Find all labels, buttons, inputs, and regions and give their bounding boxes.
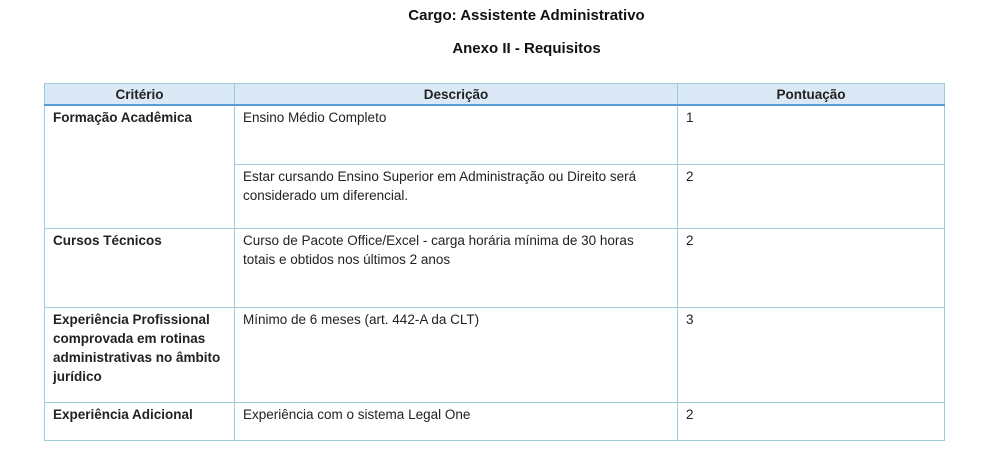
document-subtitle: Anexo II - Requisitos bbox=[452, 40, 601, 57]
criterio-cell: Formação Acadêmica bbox=[45, 105, 235, 228]
table-row bbox=[45, 105, 945, 164]
descricao-cell: Curso de Pacote Office/Excel - carga horária mínima de 30 horas totais e obtidos nos últimos 2 anos bbox=[235, 228, 678, 307]
table-row bbox=[45, 307, 945, 402]
pontuacao-cell: 2 bbox=[678, 228, 945, 307]
pontuacao-cell: 2 bbox=[678, 164, 945, 228]
requirements-table bbox=[44, 83, 945, 441]
descricao-cell: Experiência com o sistema Legal One bbox=[235, 402, 678, 440]
descricao-cell: Mínimo de 6 meses (art. 442-A da CLT) bbox=[235, 307, 678, 402]
table-row bbox=[45, 402, 945, 440]
descricao-cell: Ensino Médio Completo bbox=[235, 105, 678, 164]
table-header-row bbox=[45, 84, 945, 106]
pontuacao-cell: 3 bbox=[678, 307, 945, 402]
pontuacao-cell: 2 bbox=[678, 402, 945, 440]
table-row bbox=[45, 228, 945, 307]
header-descricao: Descrição bbox=[235, 84, 678, 106]
header-criterio: Critério bbox=[45, 84, 235, 106]
pontuacao-cell: 1 bbox=[678, 105, 945, 164]
criterio-cell: Cursos Técnicos bbox=[45, 228, 235, 307]
criterio-cell: Experiência Profissional comprovada em rotinas administrativas no âmbito jurídico bbox=[45, 307, 235, 402]
document-title: Cargo: Assistente Administrativo bbox=[408, 7, 645, 24]
descricao-cell: Estar cursando Ensino Superior em Administração ou Direito será considerado um diferencial. bbox=[235, 164, 678, 228]
criterio-cell: Experiência Adicional bbox=[45, 402, 235, 440]
header-pontuacao: Pontuação bbox=[678, 84, 945, 106]
